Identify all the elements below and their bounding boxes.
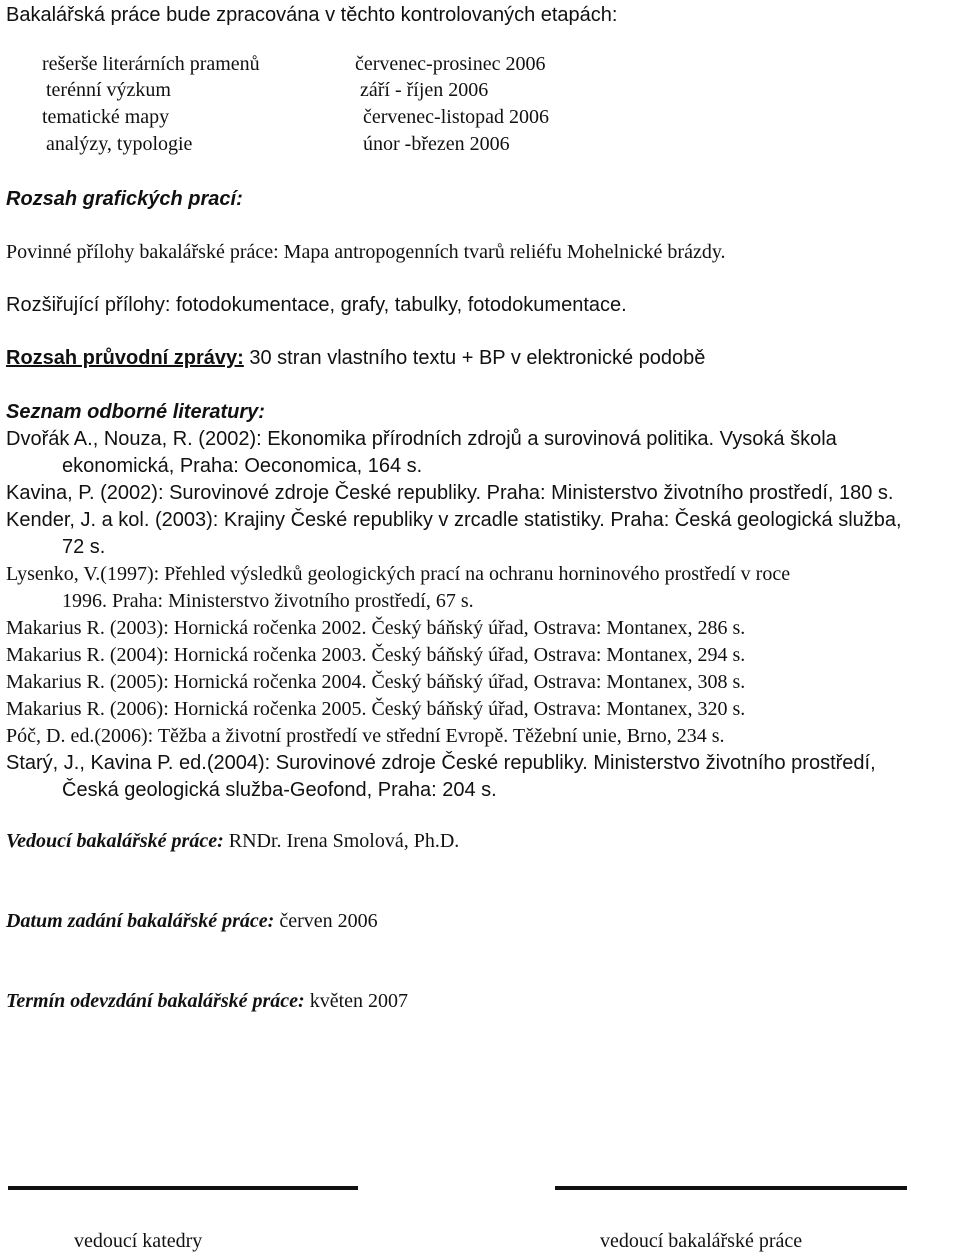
signature-line-right [555,1186,907,1190]
reference-text: Makarius R. (2006): Hornická ročenka 2005. Český báňský úřad, Ostrava: Montanex, 320 s. [6,698,746,720]
reference-item [6,669,956,696]
reference-item [6,426,956,480]
stage-name: rešerše literárních pramenů [42,53,260,75]
reference-text: Makarius R. (2003): Hornická ročenka 2002. Český báňský úřad, Ostrava: Montanex, 286 s. [6,617,746,639]
supervisor-line [6,829,459,853]
reference-item [6,507,956,561]
reference-item [6,750,956,804]
reference-text: Starý, J., Kavina P. ed.(2004): Surovinové zdroje České republiky. Ministerstvo životního prostředí, [6,752,876,774]
reference-text: Póč, D. ed.(2006): Těžba a životní prostředí ve střední Evropě. Těžební unie, Brno, 234 s. [6,725,725,747]
stage-date: únor -březen 2006 [363,133,510,155]
stage-name: terénní výzkum [46,79,171,101]
stage-date: červenec-prosinec 2006 [355,53,546,75]
supervisor-label: Vedoucí bakalářské práce: [6,830,224,852]
assigned-line [6,909,378,933]
reference-item [6,561,956,615]
deadline-line [6,989,408,1013]
stage-date: červenec-listopad 2006 [363,106,550,128]
signature-label-left: vedoucí katedry [74,1230,203,1252]
reference-text: Kavina, P. (2002): Surovinové zdroje České republiky. Praha: Ministerstvo životního prostředí, 180 s. [6,482,894,504]
reference-item [6,480,956,507]
reference-continuation: 1996. Praha: Ministerstvo životního prostředí, 67 s. [62,590,474,612]
assigned-value: červen 2006 [274,910,378,932]
reference-text: Lysenko, V.(1997): Přehled výsledků geologických prací na ochranu horninového prostředí v roce [6,563,791,585]
stage-name: analýzy, typologie [46,133,193,155]
reference-text: Dvořák A., Nouza, R. (2002): Ekonomika přírodních zdrojů a surovinová politika. Vysoká škola [6,428,837,450]
reference-continuation: ekonomická, Praha: Oeconomica, 164 s. [62,455,423,477]
reference-item [6,615,956,642]
supervisor-value: RNDr. Irena Smolová, Ph.D. [223,830,460,852]
signature-line-left [8,1186,358,1190]
deadline-label: Termín odevzdání bakalářské práce: [6,990,305,1012]
stage-name: tematické mapy [42,106,170,128]
stage-date: září - říjen 2006 [360,79,489,101]
graphics-heading: Rozsah grafických prací: [6,188,243,210]
report-label: Rozsah průvodní zprávy: [6,347,244,369]
reference-text: Kender, J. a kol. (2003): Krajiny České republiky v zrcadle statistiky. Praha: Česká geologická služba, [6,509,902,531]
reference-continuation: 72 s. [62,536,106,558]
graphics-extended: Rozšiřující přílohy: fotodokumentace, grafy, tabulky, fotodokumentace. [6,294,627,316]
reference-continuation: Česká geologická služba-Geofond, Praha: 204 s. [62,779,497,801]
reference-text: Makarius R. (2004): Hornická ročenka 2003. Český báňský úřad, Ostrava: Montanex, 294 s. [6,644,746,666]
reference-text: Makarius R. (2005): Hornická ročenka 2004. Český báňský úřad, Ostrava: Montanex, 308 s. [6,671,746,693]
literature-heading: Seznam odborné literatury: [6,401,265,423]
signature-label-right: vedoucí bakalářské práce [600,1230,803,1252]
intro-text: Bakalářská práce bude zpracována v těchto kontrolovaných etapách: [6,4,618,26]
reference-item [6,696,956,723]
deadline-value: květen 2007 [304,990,409,1012]
graphics-mandatory: Povinné přílohy bakalářské práce: Mapa antropogenních tvarů reliéfu Mohelnické brázdy. [6,241,726,263]
report-text: 30 stran vlastního textu + BP v elektronické podobě [243,347,706,369]
report-line [6,346,705,370]
reference-item [6,723,956,750]
reference-item [6,642,956,669]
assigned-label: Datum zadání bakalářské práce: [6,910,275,932]
